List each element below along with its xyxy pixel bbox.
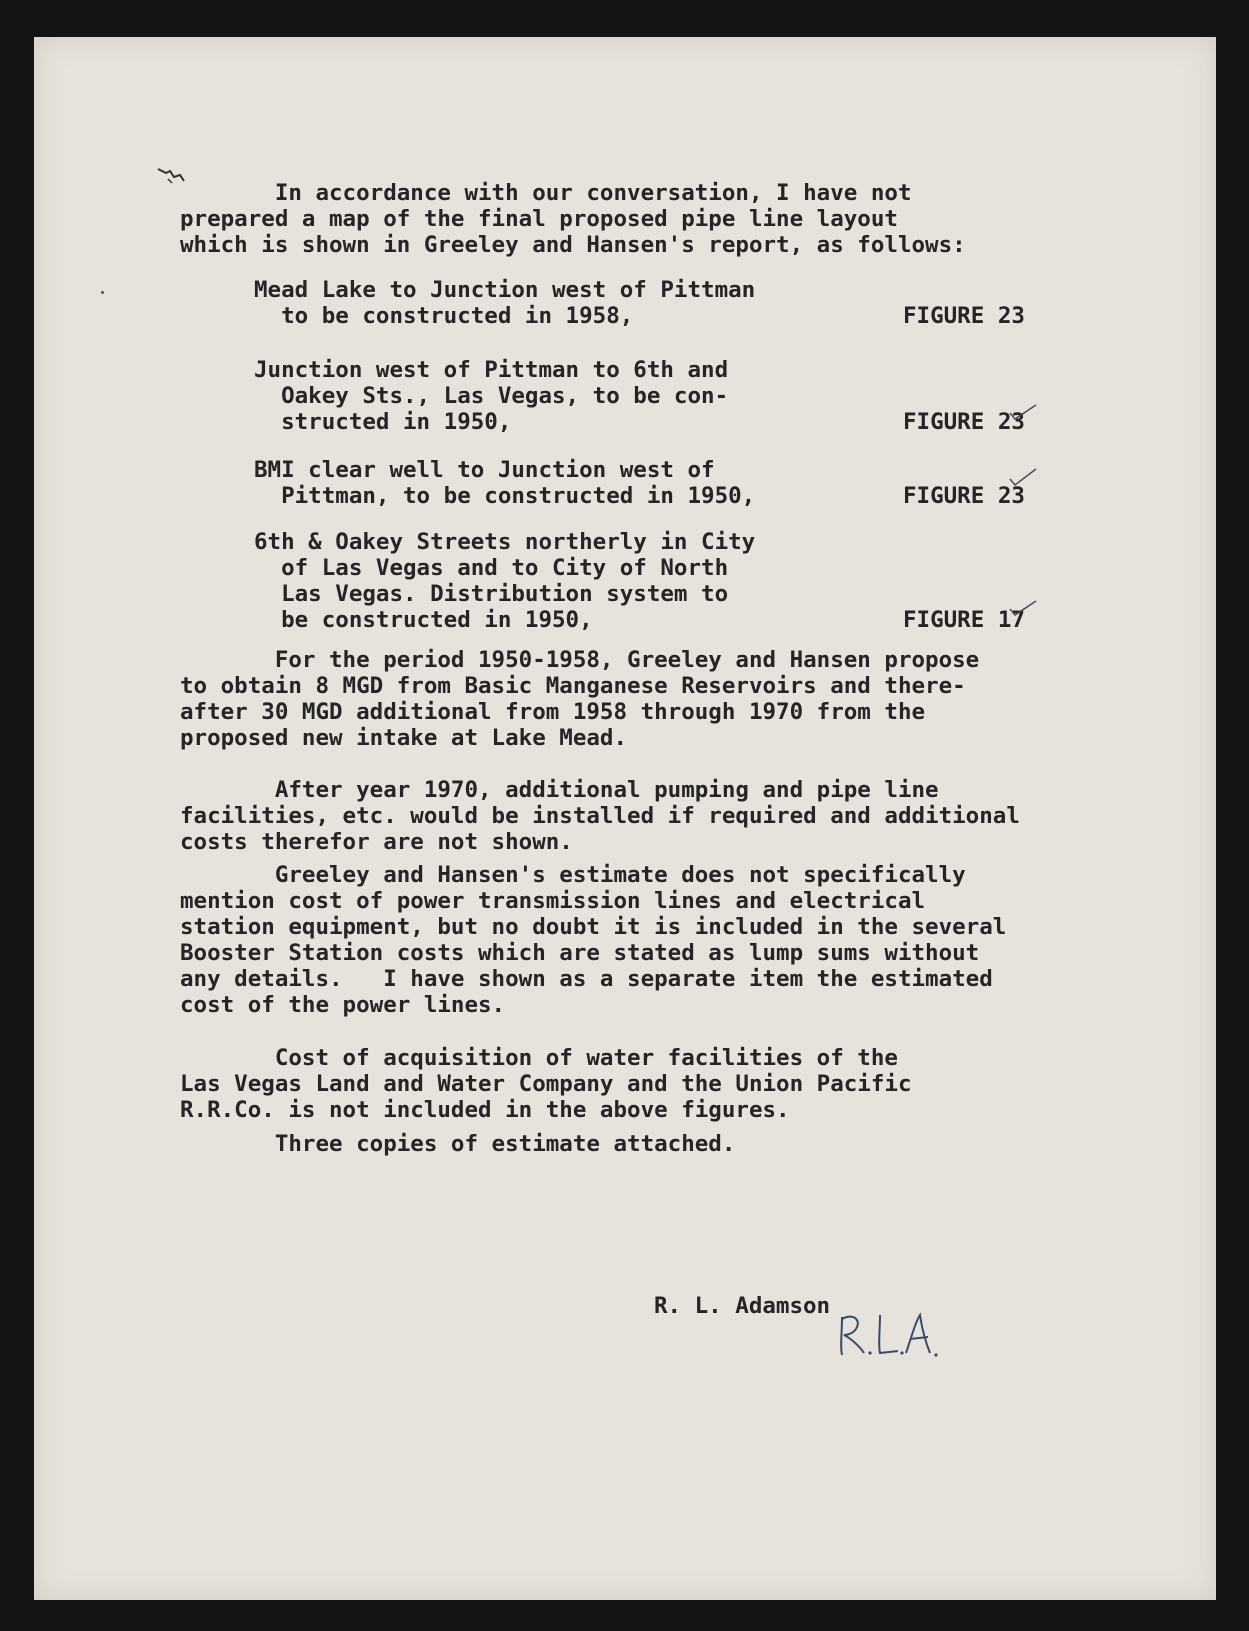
item-line: 6th & Oakey Streets northerly in City [254,529,756,555]
para-line: facilities, etc. would be installed if required and additional [180,803,1020,829]
intro-line: which is shown in Greeley and Hansen's report, as follows: [180,232,966,258]
item-line: Las Vegas. Distribution system to [254,581,729,607]
para-line: Booster Station costs which are stated as lump sums without [180,940,980,966]
signature-name [654,1293,830,1319]
para-line: station equipment, but no doubt it is included in the several [180,914,1007,940]
checkmark-icon [1006,399,1040,423]
intro-line: prepared a map of the final proposed pipe line layout [180,206,898,232]
signature-text: R. L. Adamson [654,1293,831,1319]
figure-ref-1: FIGURE 23 [903,303,1025,329]
item-line: BMI clear well to Junction west of [254,457,715,483]
paragraph-copies [180,1131,735,1157]
item-line: to be constructed in 1958, [254,303,634,329]
para-line: Three copies of estimate attached. [180,1131,736,1157]
pipeline-item-4 [254,529,755,633]
pipeline-item-1 [254,277,755,329]
figure-ref-3: FIGURE 23 [903,483,1025,509]
letter-page [34,37,1216,1600]
para-line: R.R.Co. is not included in the above figures. [180,1097,790,1123]
handwritten-initials [834,1305,944,1365]
pipeline-item-2 [254,357,728,435]
speck [101,291,104,294]
paragraph-acquisition [180,1045,912,1123]
para-line: proposed new intake at Lake Mead. [180,725,628,751]
intro-line: In accordance with our conversation, I have not [180,180,912,206]
para-line: cost of the power lines. [180,992,506,1018]
checkmark-icon [1006,465,1040,489]
para-line: Cost of acquisition of water facilities of the [180,1045,898,1071]
paragraph-power-lines [180,862,1006,1018]
para-line: costs therefor are not shown. [180,829,573,855]
para-line: After year 1970, additional pumping and pipe line [180,777,939,803]
para-line: after 30 MGD additional from 1958 through 1970 from the [180,699,926,725]
para-line: to obtain 8 MGD from Basic Manganese Reservoirs and there- [180,673,966,699]
paragraph-after-1970 [180,777,1020,855]
para-line: Greeley and Hansen's estimate does not specifically [180,862,966,888]
item-line: Junction west of Pittman to 6th and [254,357,729,383]
figure-ref-4: FIGURE 17 [903,607,1025,633]
para-line: mention cost of power transmission lines and electrical [180,888,926,914]
item-line: Pittman, to be constructed in 1950, [254,483,756,509]
para-line: any details. I have shown as a separate item the estimated [180,966,993,992]
checkmark-icon [1006,595,1040,619]
item-line: Oakey Sts., Las Vegas, to be con- [254,383,729,409]
item-line: be constructed in 1950, [254,607,593,633]
item-line: Mead Lake to Junction west of Pittman [254,277,756,303]
para-line: Las Vegas Land and Water Company and the Union Pacific [180,1071,912,1097]
pipeline-item-3 [254,457,755,509]
paragraph-period [180,647,979,751]
item-line: of Las Vegas and to City of North [254,555,729,581]
para-line: For the period 1950-1958, Greeley and Hansen propose [180,647,980,673]
item-line: structed in 1950, [254,409,512,435]
intro-paragraph [180,180,966,258]
figure-ref-2: FIGURE 23 [903,409,1025,435]
